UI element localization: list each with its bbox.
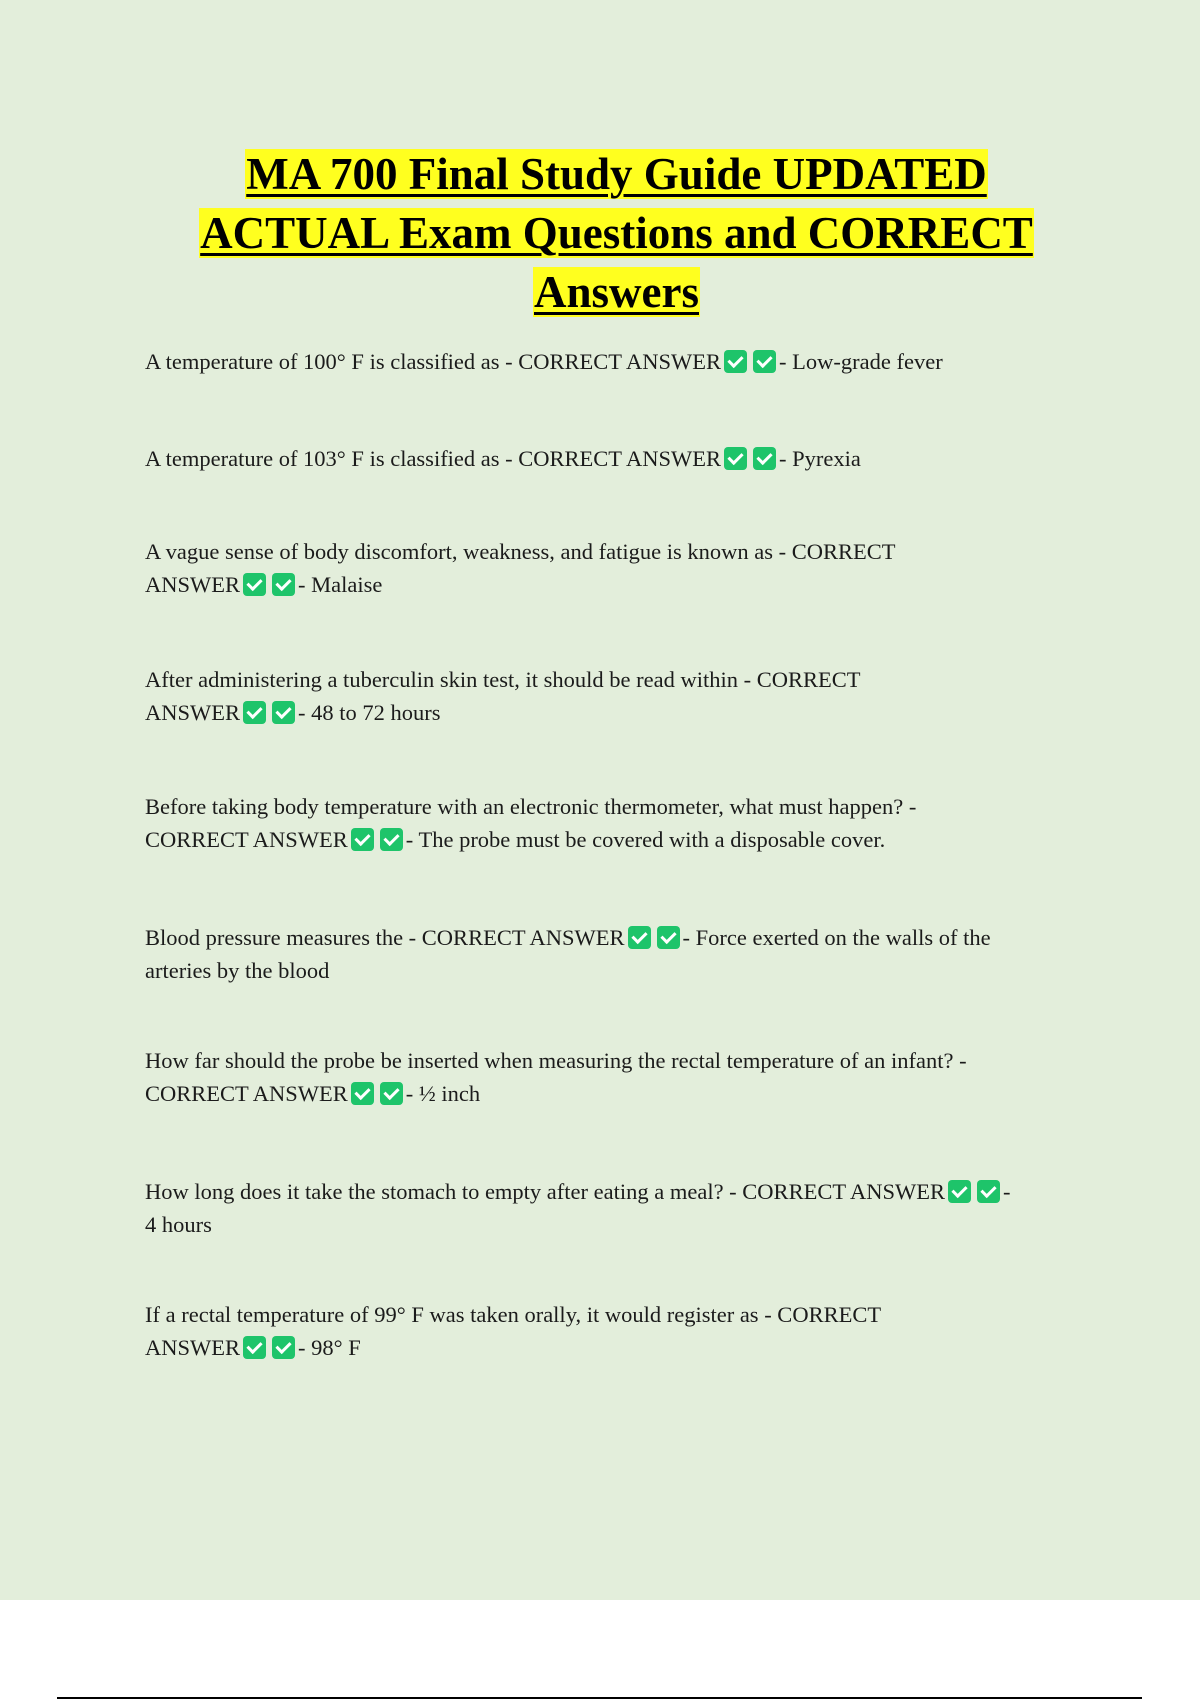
qa-item <box>145 535 1085 601</box>
check-mark-icon <box>724 350 747 373</box>
qa-item <box>145 790 1085 856</box>
qa-text: How far should the probe be inserted when measuring the rectal temperature of an infant? - <box>145 1048 967 1073</box>
qa-text: A vague sense of body discomfort, weakness, and fatigue is known as - CORRECT <box>145 539 896 564</box>
qa-text: After administering a tuberculin skin test, it should be read within - CORRECT <box>145 667 861 692</box>
qa-answer: - 98° F <box>298 1335 361 1360</box>
qa-text: ANSWER <box>145 1335 240 1360</box>
check-mark-icon <box>628 926 651 949</box>
title-line-3: Answers <box>534 267 699 317</box>
qa-text: 4 hours <box>145 1212 212 1237</box>
qa-item <box>145 1298 1085 1364</box>
qa-text: How long does it take the stomach to empty after eating a meal? - CORRECT ANSWER <box>145 1179 946 1204</box>
document-title <box>120 145 1113 322</box>
check-mark-icon <box>351 1082 374 1105</box>
qa-answer: - ½ inch <box>405 1081 481 1106</box>
check-mark-icon <box>657 926 680 949</box>
check-mark-icon <box>753 447 776 470</box>
qa-item <box>145 1044 1085 1110</box>
qa-item <box>145 663 1085 729</box>
check-mark-icon <box>243 1336 266 1359</box>
qa-item <box>145 1175 1085 1241</box>
check-mark-icon <box>380 1082 403 1105</box>
title-line-2: ACTUAL Exam Questions and CORRECT <box>200 208 1033 258</box>
check-mark-icon <box>977 1180 1000 1203</box>
qa-text: If a rectal temperature of 99° F was taken orally, it would register as - CORRECT <box>145 1302 882 1327</box>
qa-text: Blood pressure measures the - CORRECT ANSWER <box>145 925 625 950</box>
qa-text: A temperature of 103° F is classified as - CORRECT ANSWER <box>145 446 722 471</box>
qa-text: CORRECT ANSWER <box>145 827 348 852</box>
check-mark-icon <box>380 828 403 851</box>
qa-text: arteries by the blood <box>145 958 330 983</box>
qa-answer: - The probe must be covered with a disposable cover. <box>405 827 886 852</box>
qa-item <box>145 442 1085 475</box>
qa-item <box>145 345 1085 378</box>
title-line-1: MA 700 Final Study Guide UPDATED <box>246 149 987 199</box>
check-mark-icon <box>272 701 295 724</box>
qa-item <box>145 921 1085 987</box>
check-mark-icon <box>272 573 295 596</box>
qa-answer: - Force exerted on the walls of the <box>682 925 991 950</box>
qa-answer: - Low-grade fever <box>779 349 943 374</box>
check-mark-icon <box>351 828 374 851</box>
check-mark-icon <box>724 447 747 470</box>
qa-text: ANSWER <box>145 700 240 725</box>
check-mark-icon <box>753 350 776 373</box>
qa-answer: - 48 to 72 hours <box>298 700 441 725</box>
qa-answer: - Pyrexia <box>779 446 861 471</box>
qa-answer: - Malaise <box>298 572 383 597</box>
check-mark-icon <box>948 1180 971 1203</box>
qa-text: ANSWER <box>145 572 240 597</box>
qa-text: Before taking body temperature with an electronic thermometer, what must happen? - <box>145 794 917 819</box>
qa-text: A temperature of 100° F is classified as - CORRECT ANSWER <box>145 349 722 374</box>
qa-text: CORRECT ANSWER <box>145 1081 348 1106</box>
check-mark-icon <box>272 1336 295 1359</box>
qa-answer: - <box>1003 1179 1011 1204</box>
footer-divider <box>57 1697 1142 1699</box>
check-mark-icon <box>243 701 266 724</box>
check-mark-icon <box>243 573 266 596</box>
